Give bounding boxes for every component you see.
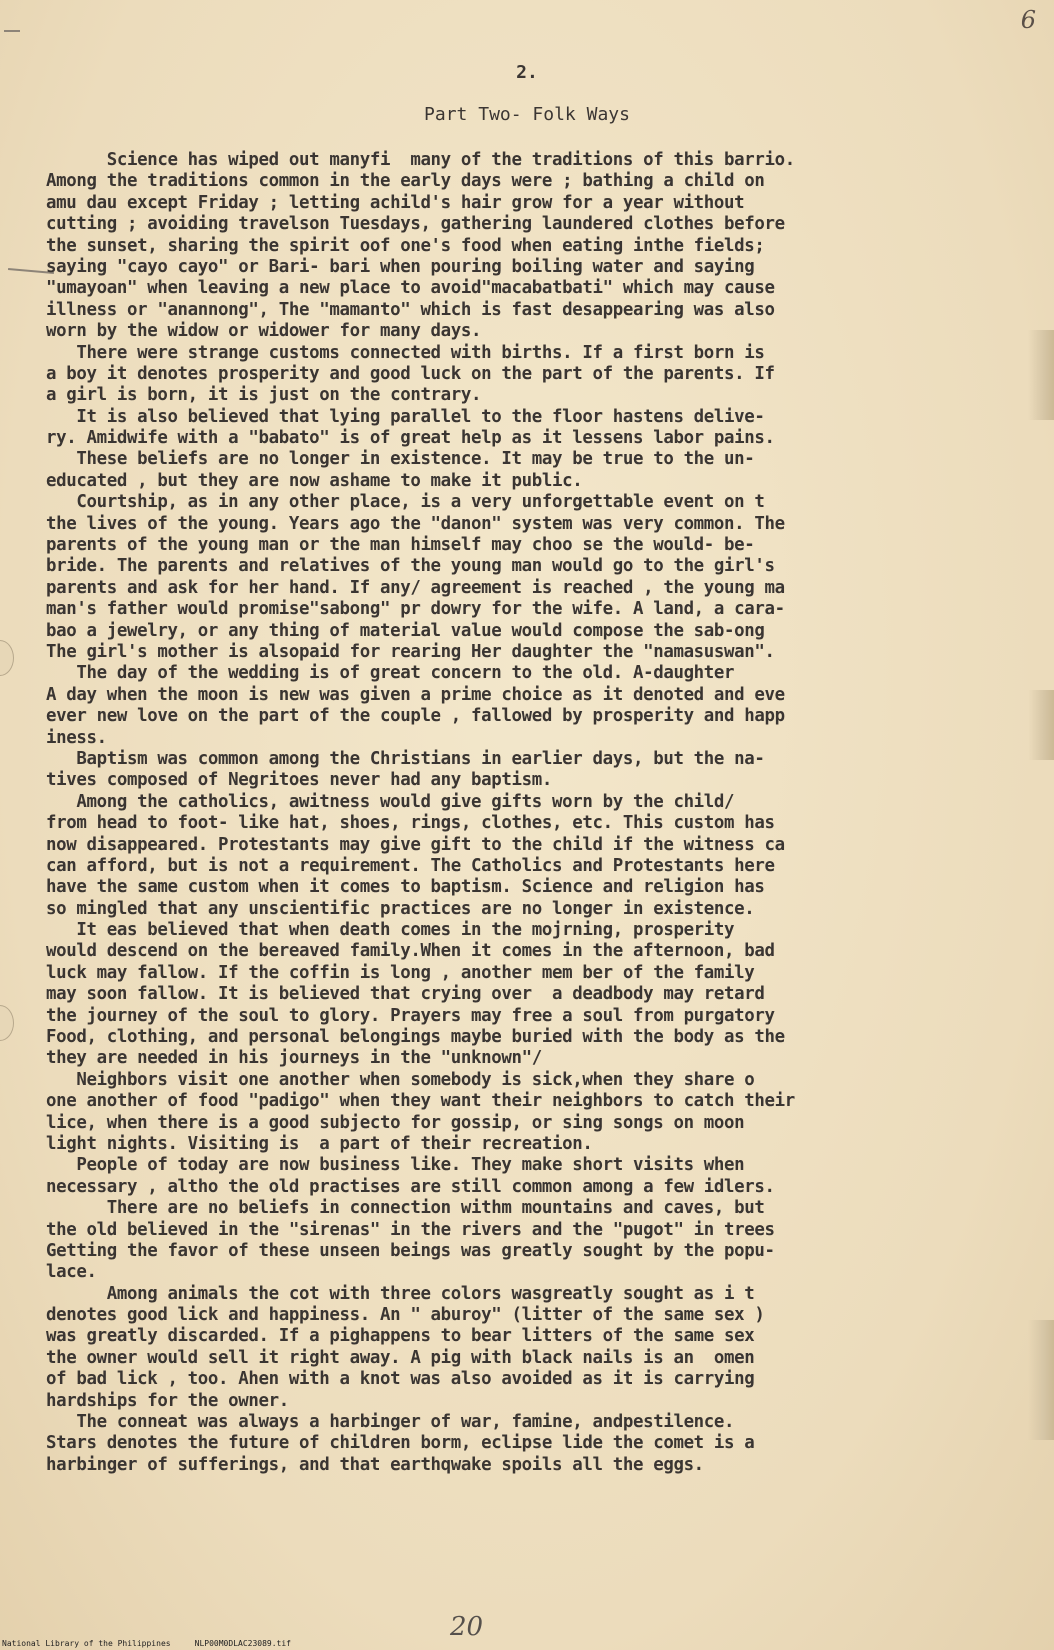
- text-line: Courtship, as in any other place, is a very unforgettable event on t: [46, 492, 765, 513]
- text-line: the old believed in the "sirenas" in the rivers and the "pugot" in trees: [46, 1219, 775, 1240]
- text-line: saying "cayo cayo" or Bari- bari when pouring boiling water and saying: [46, 256, 755, 277]
- text-line: a girl is born, it is just on the contrary.: [46, 385, 482, 406]
- text-line: lace.: [46, 1262, 97, 1283]
- text-line: may soon fallow. It is believed that crying over a deadbody may retard: [46, 984, 765, 1005]
- text-line: Getting the favor of these unseen beings was greatly sought by the popu-: [46, 1240, 775, 1261]
- text-line: There were strange customs connected with births. If a first born is: [46, 342, 765, 363]
- page-number: 2.: [516, 62, 538, 83]
- text-line: ry. Amidwife with a "babato" is of great help as it lessens labor pains.: [46, 428, 775, 449]
- text-line: The conneat was always a harbinger of war, famine, andpestilence.: [46, 1412, 735, 1433]
- text-line: a boy it denotes prosperity and good luck on the part of the parents. If: [46, 363, 775, 384]
- text-line: lice, when there is a good subjecto for gossip, or sing songs on moon: [46, 1112, 745, 1133]
- text-line: so mingled that any unscientific practices are no longer in existence.: [46, 898, 755, 919]
- handwritten-number: 20: [450, 1612, 484, 1642]
- text-line: Baptism was common among the Christians in earlier days, but the na-: [46, 748, 765, 769]
- text-line: harbinger of sufferings, and that earthqwake spoils all the eggs.: [46, 1454, 704, 1475]
- text-line: The girl's mother is alsopaid for rearing Her daughter the "namasuswan".: [46, 641, 775, 662]
- punch-hole: [0, 640, 14, 676]
- text-line: denotes good lick and happiness. An " aburoy" (litter of the same sex ): [46, 1305, 765, 1326]
- text-line: Science has wiped out manyfi many of the traditions of this barrio.: [46, 150, 795, 170]
- text-line: There are no beliefs in connection withm mountains and caves, but: [46, 1198, 765, 1219]
- text-line: amu dau except Friday ; letting achild's hair grow for a year without: [46, 192, 745, 213]
- text-line: of bad lick , too. Ahen with a knot was also avoided as it is carrying: [46, 1369, 755, 1390]
- text-line: the journey of the soul to glory. Prayers may free a soul from purgatory: [46, 1005, 775, 1026]
- text-line: hardships for the owner.: [46, 1390, 289, 1411]
- text-line: educated , but they are now ashame to make it public.: [46, 470, 583, 491]
- text-line: The day of the wedding is of great concern to the old. A-daughter: [46, 663, 735, 684]
- corner-page-number: 6: [1020, 6, 1036, 34]
- text-line: Stars denotes the future of children borm, eclipse lide the comet is a: [46, 1433, 755, 1454]
- punch-hole: [0, 1005, 14, 1041]
- margin-mark: [4, 30, 20, 32]
- text-line: necessary , altho the old practises are still common among a few idlers.: [46, 1176, 775, 1197]
- text-line: one another of food "padigo" when they want their neighbors to catch their: [46, 1091, 795, 1112]
- text-line: worn by the widow or widower for many days.: [46, 321, 482, 342]
- text-line: was greatly discarded. If a pighappens to bear litters of the same sex: [46, 1326, 755, 1347]
- text-line: they are needed in his journeys in the "unknown"/: [46, 1048, 542, 1069]
- text-line: parents of the young man or the man himself may choo se the would- be-: [46, 535, 755, 556]
- text-line: cutting ; avoiding travelson Tuesdays, gathering laundered clothes before: [46, 214, 785, 235]
- text-line: Food, clothing, and personal belongings maybe buried with the body as the: [46, 1027, 785, 1048]
- text-line: Neighbors visit one another when somebody is sick,when they share o: [46, 1069, 755, 1090]
- text-line: ever new love on the part of the couple , fallowed by prosperity and happ: [46, 706, 785, 727]
- text-line: Among the catholics, awitness would give gifts worn by the child/: [46, 791, 735, 812]
- text-line: man's father would promise"sabong" pr dowry for the wife. A land, a cara-: [46, 599, 785, 620]
- text-line: Among the traditions common in the early days were ; bathing a child on: [46, 171, 765, 192]
- text-line: the owner would sell it right away. A pig with black nails is an omen: [46, 1347, 755, 1368]
- scan-footer: National Library of the Philippines NLP00M0DLAC23089.tif: [2, 1639, 291, 1648]
- text-line: It is also believed that lying parallel to the floor hastens delive-: [46, 406, 765, 427]
- text-line: It eas believed that when death comes in the mojrning, prosperity: [46, 920, 735, 941]
- text-line: bride. The parents and relatives of the young man would go to the girl's: [46, 556, 775, 577]
- text-line: now disappeared. Protestants may give gift to the child if the witness ca: [46, 834, 785, 855]
- text-line: luck may fallow. If the coffin is long , another mem ber of the family: [46, 962, 755, 983]
- text-line: iness.: [46, 727, 107, 748]
- text-line: would descend on the bereaved family.When it comes in the afternoon, bad: [46, 941, 775, 962]
- text-line: the lives of the young. Years ago the "danon" system was very common. The: [46, 513, 785, 534]
- text-line: illness or "anannong", The "mamanto" which is fast desappearing was also: [46, 299, 775, 320]
- text-line: from head to foot- like hat, shoes, rings, clothes, etc. This custom has: [46, 813, 775, 834]
- text-line: have the same custom when it comes to baptism. Science and religion has: [46, 877, 765, 898]
- body-text: [46, 150, 1036, 1476]
- section-title: Part Two- Folk Ways: [424, 104, 630, 125]
- text-line: bao a jewelry, or any thing of material value would compose the sab-ong: [46, 620, 765, 641]
- text-line: light nights. Visiting is a part of their recreation.: [46, 1133, 593, 1154]
- text-line: "umayoan" when leaving a new place to avoid"macabatbati" which may cause: [46, 278, 775, 299]
- text-line: A day when the moon is new was given a prime choice as it denoted and eve: [46, 684, 785, 705]
- text-line: People of today are now business like. They make short visits when: [46, 1155, 745, 1176]
- text-line: parents and ask for her hand. If any/ agreement is reached , the young ma: [46, 577, 785, 598]
- text-line: tives composed of Negritoes never had any baptism.: [46, 770, 553, 791]
- text-line: Among animals the cot with three colors wasgreatly sought as i t: [46, 1283, 755, 1304]
- text-line: These beliefs are no longer in existence. It may be true to the un-: [46, 449, 755, 470]
- text-line: can afford, but is not a requirement. The Catholics and Protestants here: [46, 855, 775, 876]
- text-line: the sunset, sharing the spirit oof one's food when eating inthe fields;: [46, 235, 765, 256]
